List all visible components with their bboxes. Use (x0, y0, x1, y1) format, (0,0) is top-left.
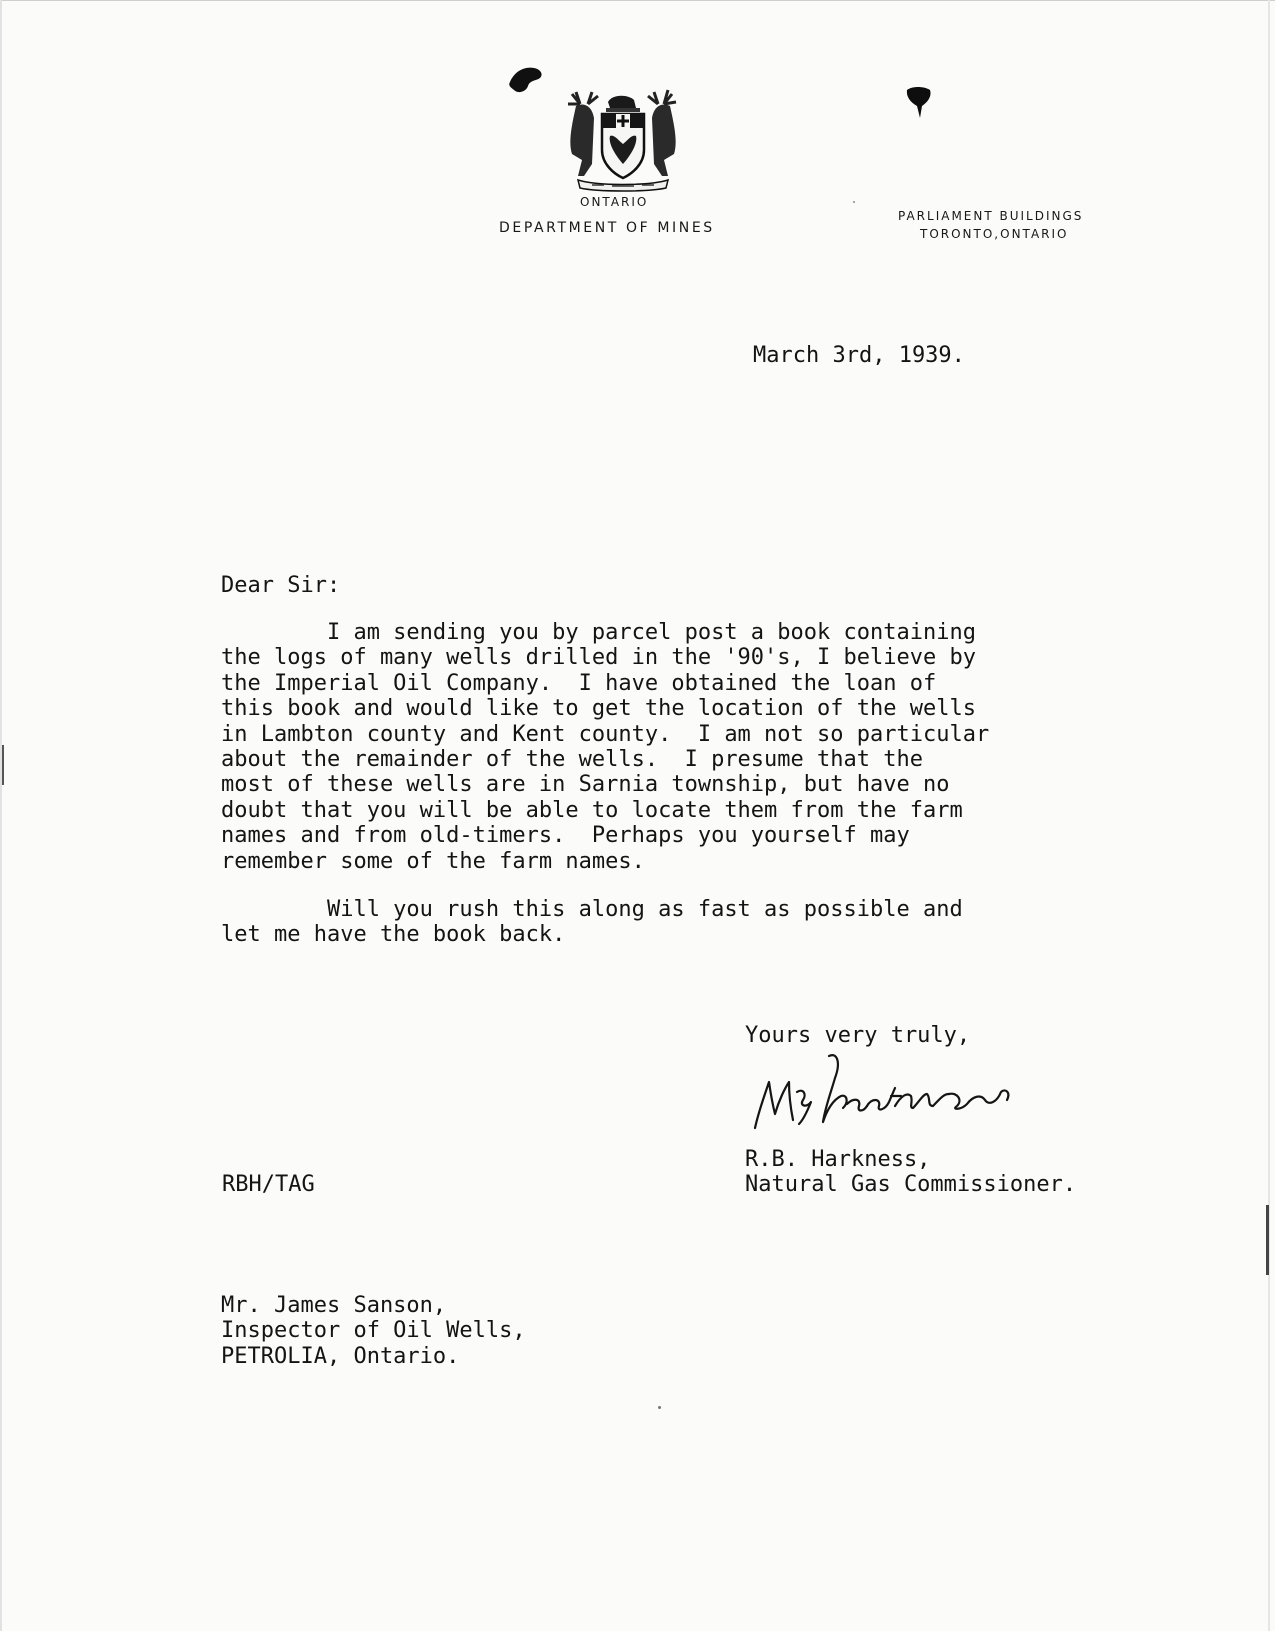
reference-initials: RBH/TAG (222, 1172, 315, 1197)
ontario-crest-icon (558, 84, 688, 194)
letter-date: March 3rd, 1939. (753, 343, 965, 368)
scan-mark-left (2, 745, 4, 785)
scan-speck (853, 201, 855, 203)
recipient-line-1: Mr. James Sanson, (221, 1293, 447, 1318)
body-paragraph-1 (221, 620, 989, 874)
closing: Yours very truly, (745, 1023, 971, 1048)
scan-edge-left (0, 0, 2, 1631)
body-line: about the remainder of the wells. I presume that the (221, 747, 923, 773)
body-line: this book and would like to get the location of the wells (221, 696, 976, 722)
body-line: names and from old-timers. Perhaps you yourself may (221, 823, 910, 849)
signatory-name: R.B. Harkness, (745, 1147, 931, 1172)
signatory-title: Natural Gas Commissioner. (745, 1172, 1077, 1197)
body-line: the logs of many wells drilled in the '90's, I believe by (221, 645, 976, 671)
body-line: doubt that you will be able to locate them from the farm (221, 797, 963, 823)
letterhead-address-line2: TORONTO,ONTARIO (920, 227, 1069, 241)
body-line: in Lambton county and Kent county. I am not so particular (221, 721, 990, 747)
body-paragraph-2 (221, 897, 963, 948)
ink-blot-left (506, 62, 546, 96)
salutation: Dear Sir: (221, 573, 341, 598)
body-line: let me have the book back. (221, 922, 566, 948)
body-line: most of these wells are in Sarnia township, but have no (221, 772, 950, 798)
scan-mark-right (1266, 1205, 1269, 1275)
body-line: remember some of the farm names. (221, 848, 645, 874)
scan-edge-right (1268, 0, 1270, 1631)
letterhead-address-line1: PARLIAMENT BUILDINGS (898, 209, 1084, 223)
body-line: the Imperial Oil Company. I have obtained the loan of (221, 670, 937, 696)
letterhead-province: ONTARIO (580, 195, 649, 209)
body-line: I am sending you by parcel post a book containing (221, 620, 976, 645)
recipient-line-3: PETROLIA, Ontario. (221, 1343, 460, 1369)
handwritten-signature (745, 1048, 1035, 1134)
scan-speck (658, 1406, 661, 1409)
recipient-line-2: Inspector of Oil Wells, (221, 1318, 526, 1344)
letterhead-department: DEPARTMENT OF MINES (499, 220, 715, 236)
scan-edge-top (0, 0, 1275, 1)
body-line: Will you rush this along as fast as possible and (221, 897, 963, 922)
recipient-address (221, 1293, 526, 1369)
ink-blot-right (904, 84, 934, 120)
